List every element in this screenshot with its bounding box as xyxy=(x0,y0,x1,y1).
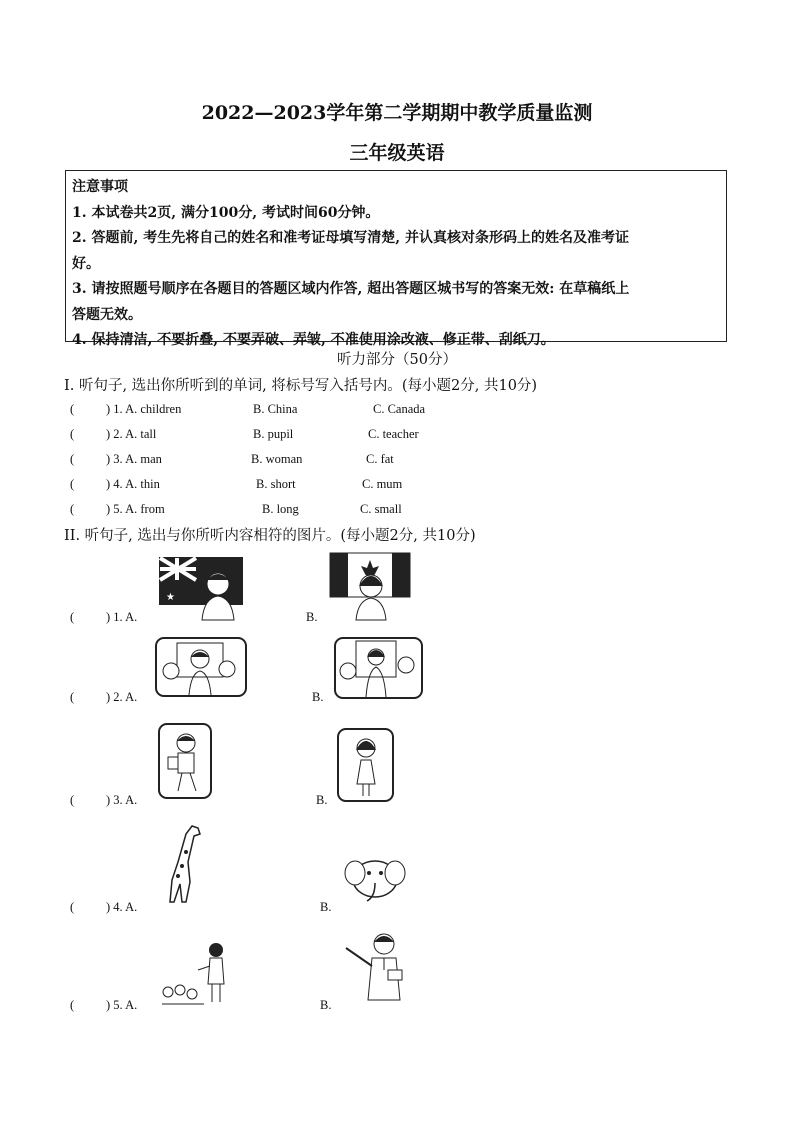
australia-flag-boy-picture xyxy=(158,556,246,622)
woman-watering-flowers-picture xyxy=(160,940,230,1008)
notice-line: 4. 保持清洁, 不要折叠, 不要弄破、弄皱, 不准使用涂改液、修正带、刮纸刀。 xyxy=(72,332,555,348)
option-b: B. short xyxy=(256,477,296,491)
answer-bracket: ( xyxy=(70,998,75,1012)
elephant-picture xyxy=(343,845,407,907)
option-a: ) 4. A. thin xyxy=(106,477,160,491)
answer-bracket: ( xyxy=(70,402,75,416)
notice-box xyxy=(65,170,727,348)
answer-bracket: ( xyxy=(70,900,75,914)
part1-heading: I. 听句子, 选出你所听到的单词, 将标号写入括号内。(每小题2分, 共10分) xyxy=(64,378,538,394)
answer-bracket: ( xyxy=(70,477,75,491)
answer-bracket: ( xyxy=(70,610,75,624)
option-c: C. mum xyxy=(362,477,403,491)
notice-line: 好。 xyxy=(72,255,100,272)
option-b: B. China xyxy=(253,402,298,416)
option-a: ) 5. A. from xyxy=(106,502,165,516)
option-c: C. small xyxy=(360,502,402,516)
classroom-boys-picture xyxy=(155,637,247,699)
notice-heading: 注意事项 xyxy=(72,179,128,195)
option-b: B. xyxy=(312,690,324,704)
teacher-picture xyxy=(340,930,418,1008)
answer-bracket: ( xyxy=(70,452,75,466)
exam-subtitle: 三年级英语 xyxy=(349,142,445,164)
option-c: C. fat xyxy=(366,452,394,466)
answer-bracket: ( xyxy=(70,427,75,441)
boy-with-bag-picture xyxy=(158,723,214,801)
option-b: B. xyxy=(320,998,332,1012)
option-a: ) 3. A. xyxy=(106,793,138,807)
option-a: ) 4. A. xyxy=(106,900,138,914)
option-a: ) 1. A. xyxy=(106,610,138,624)
option-b: B. xyxy=(320,900,332,914)
giraffe-picture xyxy=(164,822,208,908)
notice-line: 1. 本试卷共2页, 满分100分, 考试时间60分钟。 xyxy=(72,204,380,221)
option-a: ) 5. A. xyxy=(106,998,138,1012)
option-c: C. teacher xyxy=(368,427,419,441)
classroom-girl-picture xyxy=(334,637,424,701)
option-a: ) 3. A. man xyxy=(106,452,162,466)
option-a: ) 1. A. children xyxy=(106,402,182,416)
part2-heading: II. 听句子, 选出与你所听内容相符的图片。(每小题2分, 共10分) xyxy=(64,528,476,544)
option-a: ) 2. A. xyxy=(106,690,138,704)
option-b: B. long xyxy=(262,502,299,516)
option-a: ) 2. A. tall xyxy=(106,427,157,441)
notice-line: 2. 答题前, 考生先将自己的姓名和准考证母填写清楚, 并认真核对条形码上的姓名及准考证 xyxy=(72,230,629,246)
canada-flag-girl-picture xyxy=(329,552,411,622)
option-b: B. xyxy=(306,610,318,624)
exam-title: 2022—2023学年第二学期期中教学质量监测 xyxy=(201,102,593,124)
option-b: B. woman xyxy=(251,452,303,466)
answer-bracket: ( xyxy=(70,690,75,704)
answer-bracket: ( xyxy=(70,793,75,807)
option-c: C. Canada xyxy=(373,402,426,416)
svg-text:★: ★ xyxy=(166,592,175,603)
notice-line: 3. 请按照题号顺序在各题目的答题区域内作答, 超出答题区城书写的答案无效: 在草稿纸上 xyxy=(72,281,630,297)
listening-heading: 听力部分（50分） xyxy=(337,352,457,368)
girl-picture xyxy=(337,728,395,804)
option-b: B. pupil xyxy=(253,427,294,441)
answer-bracket: ( xyxy=(70,502,75,516)
option-b: B. xyxy=(316,793,328,807)
notice-line: 答题无效。 xyxy=(72,306,142,323)
